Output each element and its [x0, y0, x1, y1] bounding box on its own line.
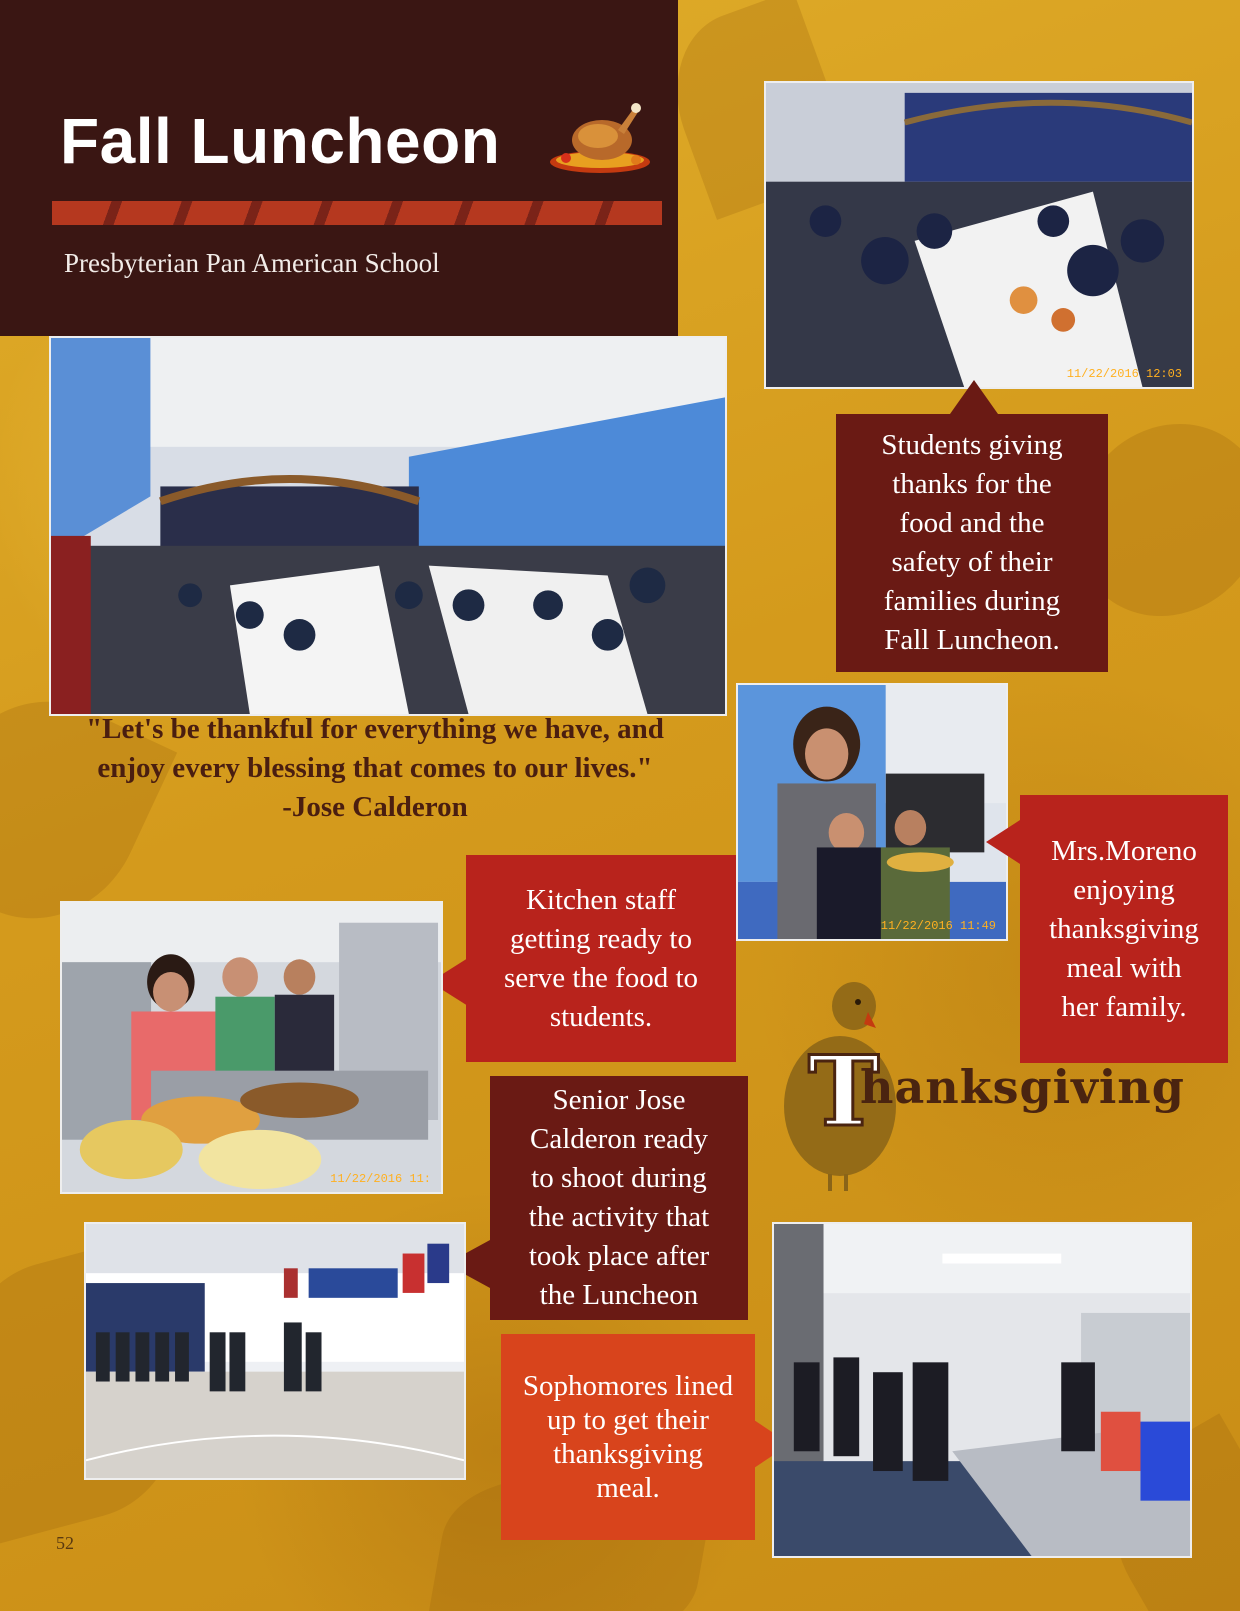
roast-turkey-icon	[548, 100, 652, 176]
caption-kitchen: Kitchen staff getting ready to serve the food to students.	[466, 855, 736, 1062]
cafeteria-photo	[49, 336, 727, 716]
caption-moreno: Mrs.Moreno enjoying thanksgiving meal with her family.	[1020, 795, 1228, 1063]
caption-senior: Senior Jose Calderon ready to shoot during the activity that took place after the Luncheon	[490, 1076, 748, 1320]
thanksgiving-wordmark: hanksgiving	[860, 1060, 1185, 1114]
caption-pointer	[986, 820, 1020, 864]
caption-students-thanks: Students giving thanks for the food and the safety of their families during Fall Luncheon.	[836, 414, 1108, 672]
school-name: Presbyterian Pan American School	[64, 248, 440, 278]
photo-timestamp: 11/22/2016 11:49	[880, 919, 996, 933]
page-number: 52	[56, 1533, 74, 1553]
thanksgiving-initial: T	[808, 1035, 880, 1148]
quote-text: enjoy every blessing that comes to our lives."	[97, 752, 653, 784]
caption-sophomores: Sophomores lined up to get their thanksgiving meal.	[501, 1334, 755, 1540]
kitchen-staff-photo	[60, 901, 443, 1194]
photo-timestamp: 11/22/2016 11:	[330, 1172, 431, 1186]
photo-timestamp: 11/22/2016 12:03	[1066, 367, 1182, 381]
caption-pointer	[950, 380, 998, 414]
quote-text: "Let's be thankful for everything we have, and	[86, 713, 664, 745]
serving-line-photo	[772, 1222, 1192, 1558]
quote-block	[50, 710, 700, 827]
students-table-photo	[764, 81, 1194, 389]
page-title: Fall Luncheon	[60, 105, 501, 177]
quote-attribution: -Jose Calderon	[282, 791, 468, 823]
decorative-stripe	[52, 201, 662, 225]
gym-photo	[84, 1222, 466, 1480]
header-banner	[0, 0, 678, 336]
moreno-family-photo	[736, 683, 1008, 941]
